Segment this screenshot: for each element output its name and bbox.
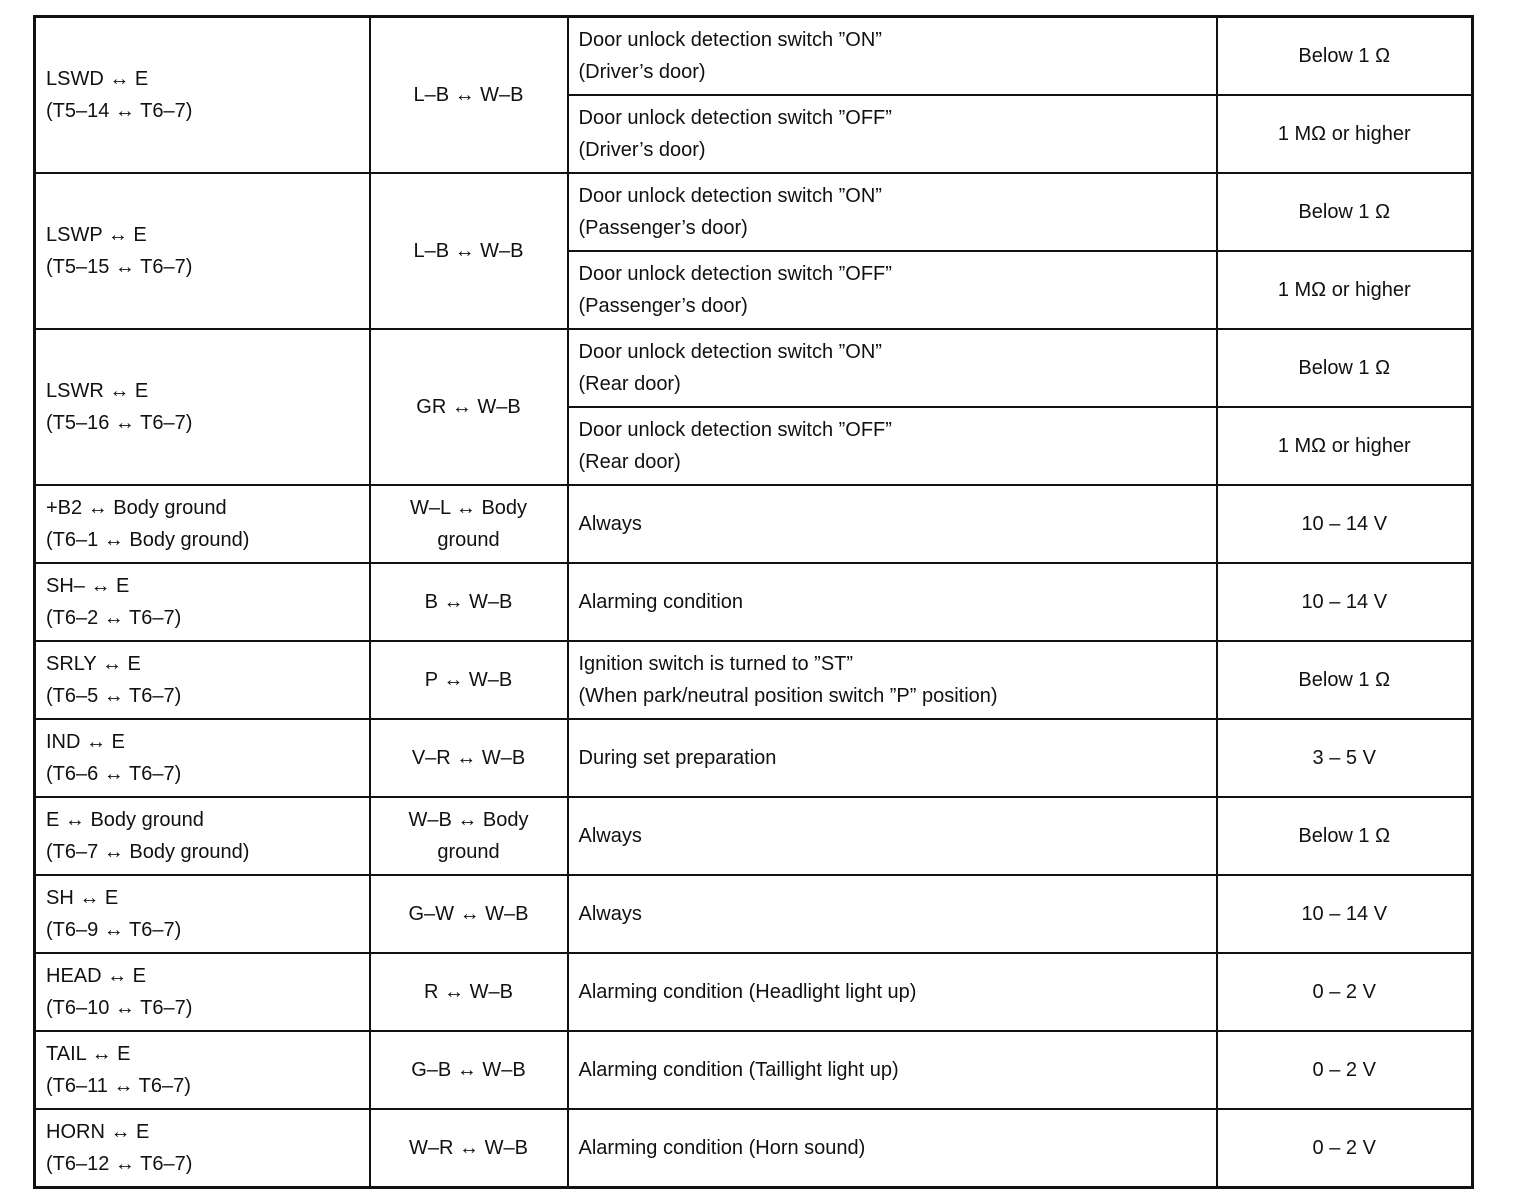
table-row: [35, 17, 1473, 96]
condition-text: Always: [578, 513, 642, 535]
wiring-color-text: G–W ↔ W–B: [408, 903, 529, 925]
wiring-color-text: B ↔ W–B: [424, 591, 513, 613]
condition-cell: [568, 1109, 1217, 1188]
terminal-cell: [35, 953, 370, 1031]
terminal-cell: [35, 797, 370, 875]
specified-condition-cell: [1217, 953, 1473, 1031]
condition-cell: [568, 251, 1217, 329]
specified-condition-cell: [1217, 95, 1473, 173]
terminal-cell: [35, 1031, 370, 1109]
wiring-color-text: V–R ↔ W–B: [411, 747, 526, 769]
condition-text: (Rear door): [578, 451, 681, 473]
specified-condition-cell: [1217, 719, 1473, 797]
terminal-name: E ↔ Body ground: [46, 809, 204, 831]
specified-condition-cell: [1217, 407, 1473, 485]
specified-value: 0 – 2 V: [1312, 981, 1376, 1003]
condition-text: Always: [578, 825, 642, 847]
terminal-name: LSWP ↔ E: [46, 224, 147, 246]
wiring-color-cell: [370, 641, 568, 719]
terminal-pins: (T6–2 ↔ T6–7): [46, 607, 182, 629]
condition-text: Door unlock detection switch ”ON”: [578, 185, 882, 207]
wiring-color-text: W–B ↔ Body: [408, 809, 529, 831]
specified-value: 1 MΩ or higher: [1277, 279, 1411, 301]
wiring-color-text: W–L ↔ Body: [409, 497, 528, 519]
specified-condition-cell: [1217, 563, 1473, 641]
terminal-cell: [35, 485, 370, 563]
wiring-color-text: W–R ↔ W–B: [409, 1137, 528, 1159]
condition-text: Alarming condition (Headlight light up): [578, 981, 917, 1003]
wiring-color-text: L–B ↔ W–B: [413, 84, 524, 106]
condition-cell: [568, 953, 1217, 1031]
wiring-color-text: G–B ↔ W–B: [411, 1059, 526, 1081]
condition-text: Door unlock detection switch ”ON”: [578, 29, 882, 51]
wiring-color-cell: [370, 17, 568, 174]
table-row: [35, 329, 1473, 407]
terminal-cell: [35, 173, 370, 329]
terminal-pins: (T6–5 ↔ T6–7): [46, 685, 182, 707]
specified-value: 10 – 14 V: [1301, 591, 1388, 613]
condition-cell: [568, 1031, 1217, 1109]
terminal-name: SRLY ↔ E: [46, 653, 141, 675]
condition-text: (Driver’s door): [578, 61, 706, 83]
condition-text: (Passenger’s door): [578, 217, 748, 239]
condition-text: Door unlock detection switch ”OFF”: [578, 263, 892, 285]
specified-value: 3 – 5 V: [1312, 747, 1376, 769]
terminal-inspection-table: [33, 15, 1474, 1189]
terminal-name: SH– ↔ E: [46, 575, 130, 597]
condition-text: Alarming condition (Horn sound): [578, 1137, 866, 1159]
condition-cell: [568, 641, 1217, 719]
condition-text: During set preparation: [578, 747, 777, 769]
terminal-pins: (T6–10 ↔ T6–7): [46, 997, 193, 1019]
condition-cell: [568, 797, 1217, 875]
specified-condition-cell: [1217, 1109, 1473, 1188]
specified-value: 0 – 2 V: [1312, 1137, 1376, 1159]
terminal-name: SH ↔ E: [46, 887, 119, 909]
specified-condition-cell: [1217, 485, 1473, 563]
terminal-pins: (T6–12 ↔ T6–7): [46, 1153, 193, 1175]
terminal-cell: [35, 1109, 370, 1188]
wiring-color-text: P ↔ W–B: [424, 669, 513, 691]
table-row: [35, 719, 1473, 797]
condition-text: (Passenger’s door): [578, 295, 748, 317]
table-body: [35, 17, 1473, 1188]
specified-value: Below 1 Ω: [1298, 669, 1391, 691]
wiring-color-text: R ↔ W–B: [424, 981, 513, 1003]
wiring-color-cell: [370, 797, 568, 875]
wiring-color-cell: [370, 719, 568, 797]
terminal-name: +B2 ↔ Body ground: [46, 497, 227, 519]
terminal-pins: (T6–1 ↔ Body ground): [46, 529, 250, 551]
wiring-color-cell: [370, 563, 568, 641]
terminal-cell: [35, 17, 370, 174]
wiring-color-text: L–B ↔ W–B: [413, 240, 524, 262]
specified-condition-cell: [1217, 641, 1473, 719]
condition-text: Ignition switch is turned to ”ST”: [578, 653, 854, 675]
wiring-color-cell: [370, 1109, 568, 1188]
wiring-color-cell: [370, 173, 568, 329]
specified-value: 1 MΩ or higher: [1277, 123, 1411, 145]
terminal-name: LSWR ↔ E: [46, 380, 149, 402]
specified-value: Below 1 Ω: [1298, 201, 1391, 223]
table-row: [35, 953, 1473, 1031]
condition-cell: [568, 17, 1217, 96]
condition-text: Alarming condition (Taillight light up): [578, 1059, 899, 1081]
specified-value: 0 – 2 V: [1312, 1059, 1376, 1081]
specified-condition-cell: [1217, 173, 1473, 251]
table-row: [35, 641, 1473, 719]
condition-cell: [568, 485, 1217, 563]
wiring-color-text: ground: [437, 841, 500, 863]
specified-value: Below 1 Ω: [1298, 825, 1391, 847]
table-row: [35, 797, 1473, 875]
wiring-color-cell: [370, 875, 568, 953]
specified-value: Below 1 Ω: [1298, 45, 1391, 67]
terminal-cell: [35, 563, 370, 641]
table-row: [35, 485, 1473, 563]
condition-text: (Rear door): [578, 373, 681, 395]
terminal-name: HORN ↔ E: [46, 1121, 150, 1143]
table-row: [35, 563, 1473, 641]
specified-condition-cell: [1217, 1031, 1473, 1109]
specified-condition-cell: [1217, 251, 1473, 329]
terminal-pins: (T6–11 ↔ T6–7): [46, 1075, 191, 1097]
table-row: [35, 1109, 1473, 1188]
terminal-pins: (T5–15 ↔ T6–7): [46, 256, 193, 278]
condition-cell: [568, 95, 1217, 173]
terminal-pins: (T6–6 ↔ T6–7): [46, 763, 182, 785]
condition-cell: [568, 407, 1217, 485]
condition-text: Door unlock detection switch ”OFF”: [578, 419, 892, 441]
table-row: [35, 875, 1473, 953]
specified-value: Below 1 Ω: [1298, 357, 1391, 379]
condition-text: Alarming condition: [578, 591, 744, 613]
wiring-color-cell: [370, 329, 568, 485]
terminal-cell: [35, 719, 370, 797]
terminal-cell: [35, 641, 370, 719]
terminal-cell: [35, 875, 370, 953]
specified-value: 10 – 14 V: [1301, 513, 1388, 535]
wiring-color-text: ground: [437, 529, 500, 551]
condition-cell: [568, 329, 1217, 407]
condition-text: Door unlock detection switch ”OFF”: [578, 107, 892, 129]
specified-condition-cell: [1217, 797, 1473, 875]
specified-value: 1 MΩ or higher: [1277, 435, 1411, 457]
terminal-pins: (T5–14 ↔ T6–7): [46, 100, 193, 122]
specified-condition-cell: [1217, 329, 1473, 407]
terminal-pins: (T6–7 ↔ Body ground): [46, 841, 250, 863]
specified-condition-cell: [1217, 17, 1473, 96]
terminal-name: LSWD ↔ E: [46, 68, 149, 90]
condition-text: Always: [578, 903, 642, 925]
wiring-color-text: GR ↔ W–B: [416, 396, 521, 418]
wiring-color-cell: [370, 1031, 568, 1109]
terminal-name: HEAD ↔ E: [46, 965, 147, 987]
specified-value: 10 – 14 V: [1301, 903, 1388, 925]
condition-cell: [568, 173, 1217, 251]
wiring-color-cell: [370, 953, 568, 1031]
condition-text: (When park/neutral position switch ”P” position): [578, 685, 998, 707]
specified-condition-cell: [1217, 875, 1473, 953]
condition-text: Door unlock detection switch ”ON”: [578, 341, 882, 363]
table-row: [35, 1031, 1473, 1109]
wiring-color-cell: [370, 485, 568, 563]
terminal-name: IND ↔ E: [46, 731, 125, 753]
condition-cell: [568, 719, 1217, 797]
terminal-pins: (T6–9 ↔ T6–7): [46, 919, 182, 941]
terminal-pins: (T5–16 ↔ T6–7): [46, 412, 193, 434]
condition-cell: [568, 563, 1217, 641]
terminal-cell: [35, 329, 370, 485]
condition-text: (Driver’s door): [578, 139, 706, 161]
table-row: [35, 173, 1473, 251]
terminal-name: TAIL ↔ E: [46, 1043, 131, 1065]
condition-cell: [568, 875, 1217, 953]
